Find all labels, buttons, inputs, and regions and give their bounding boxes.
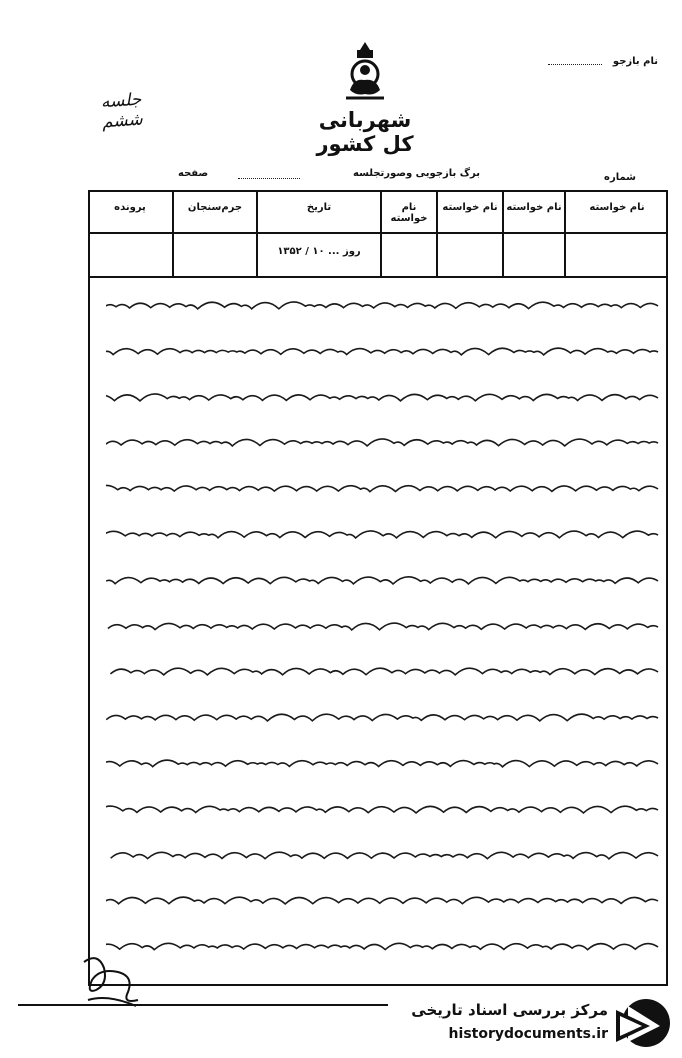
header-cell [436, 190, 502, 276]
handwriting-scribble [106, 937, 662, 957]
number-label: شماره [604, 172, 636, 183]
header-cell [380, 190, 436, 276]
bottom-rule [18, 1004, 388, 1006]
handwritten-line [96, 885, 662, 931]
handwriting-scribble [106, 525, 662, 545]
handwriting-scribble [106, 617, 662, 637]
handwriting-scribble [106, 662, 662, 682]
handwritten-line [96, 336, 662, 382]
header-cell-label: نام خواسته [390, 202, 428, 224]
handwriting-scribble [106, 342, 662, 362]
handwritten-line [96, 382, 662, 428]
handwriting-scribble [106, 708, 662, 728]
page-label: صفحه [178, 168, 209, 179]
header-cell [564, 190, 668, 276]
handwriting-scribble [106, 891, 662, 911]
handwriting-scribble [106, 388, 662, 408]
header-cell-label: تاریخ [306, 202, 332, 213]
handwritten-line [96, 931, 662, 977]
header-cell-value: روز ... ۱۰ / ۱۳۵۲ [277, 246, 361, 257]
handwriting-scribble [106, 571, 662, 591]
handwritten-line [96, 748, 662, 794]
header-cell-label: پرونده [114, 202, 146, 213]
sheet-title: برگ بازجویی وصورتجلسه [353, 168, 480, 179]
header-cell-date [256, 190, 380, 276]
handwritten-line [96, 656, 662, 702]
session-note: جلسه ششم [100, 89, 144, 133]
signature-scribble [78, 950, 148, 1010]
handwritten-line [96, 611, 662, 657]
header-cell [502, 190, 564, 276]
header-cell-label: نام خواسته [506, 202, 562, 213]
archive-logo-icon [614, 996, 672, 1050]
handwriting-scribble [106, 754, 662, 774]
header-cell [172, 190, 256, 276]
handwritten-body [96, 290, 662, 977]
handwritten-line [96, 565, 662, 611]
handwriting-scribble [106, 800, 662, 820]
sheet-dotted-line [238, 178, 300, 179]
handwritten-line [96, 702, 662, 748]
handwriting-scribble [106, 433, 662, 453]
form-header-row [88, 190, 668, 278]
archive-name: مرکز بررسی اسناد تاریخی [411, 1001, 608, 1019]
handwritten-line [96, 519, 662, 565]
header-cell [88, 190, 172, 276]
interrogator-label: نام بازجو [612, 56, 658, 67]
handwritten-line [96, 427, 662, 473]
handwritten-line [96, 290, 662, 336]
header-cell-label: نام خواسته [442, 202, 498, 213]
header-cell-label: جرم‌سنجان [187, 202, 243, 213]
handwritten-line [96, 794, 662, 840]
crown-emblem-icon [340, 40, 390, 104]
handwriting-scribble [106, 846, 662, 866]
header-cell-label: نام خواسته [589, 202, 645, 213]
archive-url: historydocuments.ir [448, 1026, 608, 1042]
handwritten-line [96, 840, 662, 886]
organization-title: شهربانی کل کشور [316, 108, 414, 156]
interrogator-dotted-line [548, 64, 602, 65]
handwriting-scribble [106, 479, 662, 499]
handwriting-scribble [106, 296, 662, 316]
handwritten-line [96, 473, 662, 519]
